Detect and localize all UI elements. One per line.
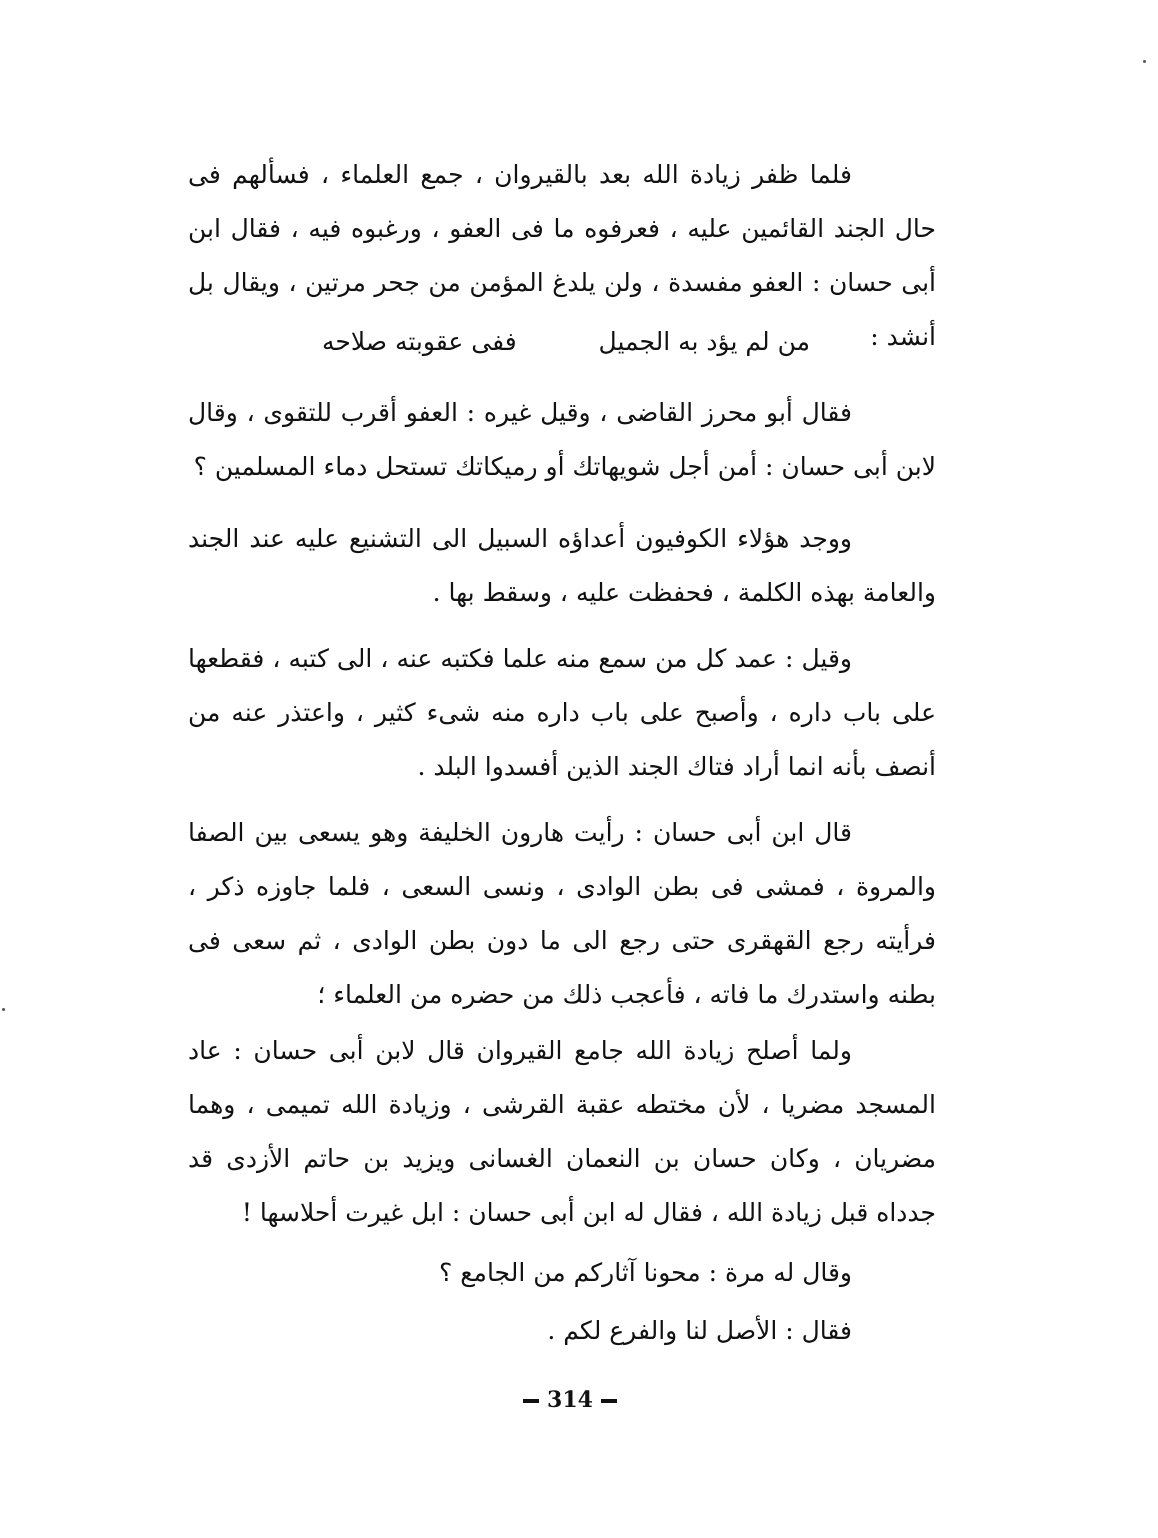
page-number-value: 314 [547,1387,593,1413]
paragraph-1: فلما ظفر زيادة الله بعد بالقيروان ، جمع العلماء ، فسألهم فى حال الجند القائمين عليه ، فعرفوه ما فى العفو ، ورغبوه فيه ، فقال ابن أبى حسان : العفو مفسدة ، ولن يلدغ المؤمن من جحر مرتين ، ويقال بل أنشد : [188,160,936,351]
paragraph-2: فقال أبو محرز القاضى ، وقيل غيره : العفو أقرب للتقوى ، وقال لابن أبى حسان : أمن أجل شويهاتك أو رميكاتك تستحل دماء المسلمين ؟ [188,398,936,481]
page-number [500,1387,640,1413]
scan-speck [1143,60,1146,63]
paragraph-6: ولما أصلح زيادة الله جامع القيروان قال لابن أبى حسان : عاد المسجد مضريا ، لأن مختطه عقبة القرشى ، وزيادة الله تميمى ، وهما مضريان ، وكان حسان بن النعمان الغسانى ويزيد بن حاتم الأزدى قد جدداه قبل زيادة الله ، فقال له ابن أبى حسان : ابل غيرت أحلاسها ! [188,1036,936,1227]
closing-lines [352,1244,852,1360]
dash-left [523,1399,539,1403]
paragraph-3: ووجد هؤلاء الكوفيون أعداؤه السبيل الى التشنيع عليه عند الجند والعامة بهذه الكلمة ، فحفظت عليه ، وسقط بها . [188,524,936,607]
closing-line-2: فقال : الأصل لنا والفرع لكم . [547,1316,852,1345]
verse-second-hemistich: ففى عقوبته صلاحه [322,327,517,356]
dash-right [601,1399,617,1403]
verse-first-hemistich: من لم يؤد به الجميل [598,327,810,356]
paragraph-4: وقيل : عمد كل من سمع منه علما فكتبه عنه ، الى كتبه ، فقطعها على باب داره ، وأصبح على باب داره منه شىء كثير ، واعتذر عنه من أنصف بأنه انما أراد فتاك الجند الذين أفسدوا البلد . [188,644,936,781]
verse [250,320,810,364]
closing-line-1: وقال له مرة : محونا آثاركم من الجامع ؟ [439,1258,852,1287]
scan-speck [2,1008,5,1011]
paragraph-5: قال ابن أبى حسان : رأيت هارون الخليفة وهو يسعى بين الصفا والمروة ، فمشى فى بطن الوادى ، ونسى السعى ، فلما جاوزه ذكر ، فرأيته رجع القهقرى حتى رجع الى ما دون بطن الوادى ، ثم سعى فى بطنه واستدرك ما فاته ، فأعجب ذلك من حضره من العلماء ؛ [188,818,936,1009]
